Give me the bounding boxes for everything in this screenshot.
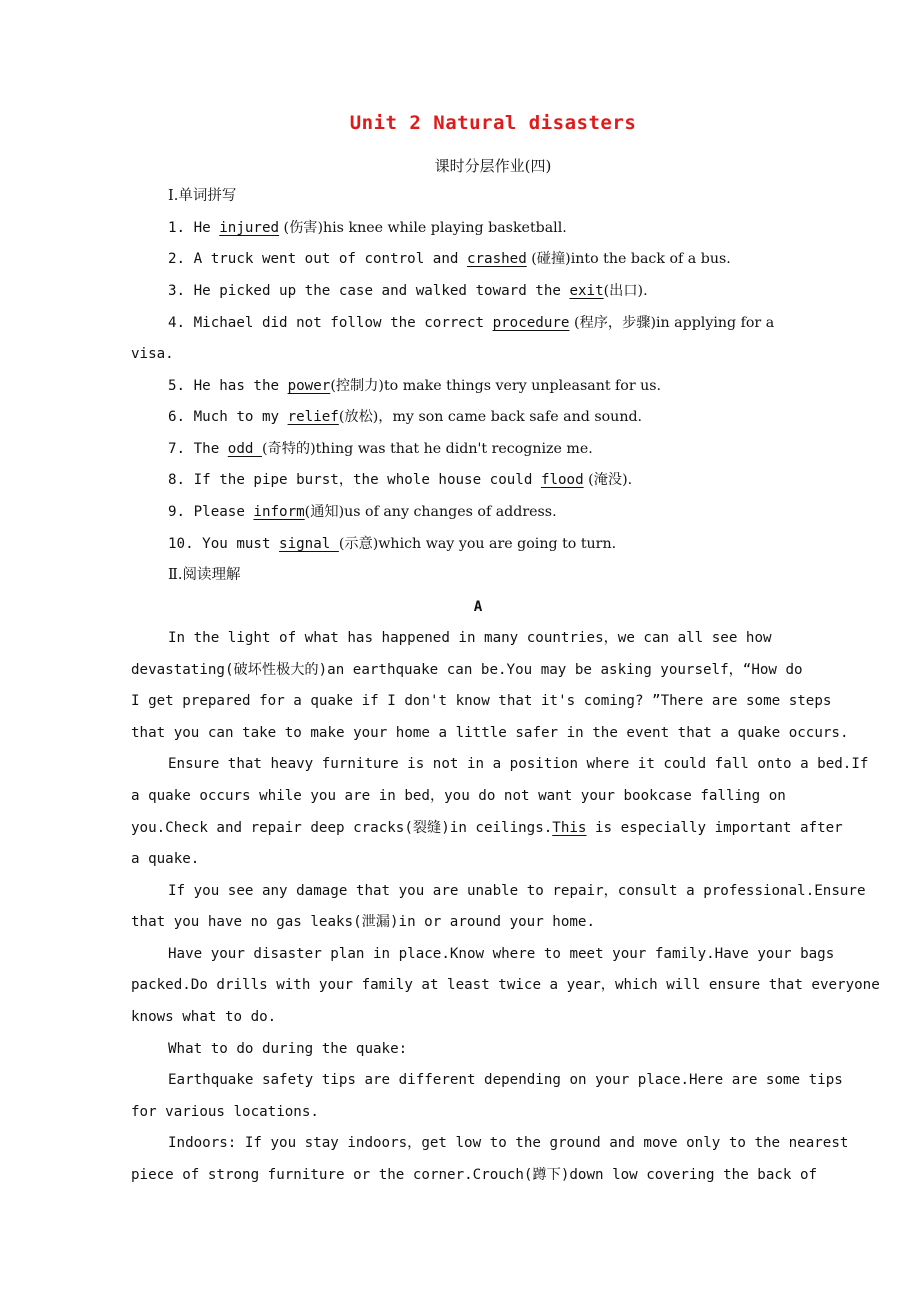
unit-title: Unit 2 Natural disasters [349, 112, 637, 134]
passage-line: that you have no gas leaks(泄漏)in or around your home. [131, 914, 595, 930]
answer-blank: odd [227, 441, 262, 457]
vocab-item: 3. He picked up the case and walked toward the exit(出口). [168, 283, 648, 299]
answer-blank: inform [253, 504, 305, 520]
vocab-item: 9. Please inform(通知)us of any changes of address. [168, 504, 557, 520]
passage-line: knows what to do. [131, 1009, 277, 1025]
answer-blank: flood [540, 472, 584, 488]
passage-line: If you see any damage that you are unable to repair，consult a professional.Ensure [168, 883, 866, 899]
vocab-item: 4. Michael did not follow the correct procedure (程序，步骤)in applying for a [168, 315, 775, 331]
answer-blank: relief [287, 409, 339, 425]
answer-blank: procedure [492, 315, 570, 331]
section-heading-reading: Ⅱ.阅读理解 [168, 567, 241, 583]
passage-line: you.Check and repair deep cracks(裂缝)in ceilings.This is especially important after [131, 820, 843, 836]
vocab-item: 2. A truck went out of control and crashed (碰撞)into the back of a bus. [168, 251, 731, 267]
subtitle: 课时分层作业(四) [434, 157, 552, 175]
passage-line: that you can take to make your home a little safer in the event that a quake occurs. [131, 725, 849, 741]
passage-line: devastating(破坏性极大的)an earthquake can be.You may be asking yourself，“How do [131, 662, 803, 678]
passage-line: for various locations. [131, 1104, 319, 1120]
passage-line: What to do during the quake: [168, 1041, 408, 1057]
passage-line: packed.Do drills with your family at least twice a year，which will ensure that everyone [131, 977, 880, 993]
passage-line: Have your disaster plan in place.Know where to meet your family.Have your bags [168, 946, 835, 962]
passage-line: piece of strong furniture or the corner.Crouch(蹲下)down low covering the back of [131, 1167, 818, 1183]
vocab-item: 6. Much to my relief(放松)，my son came back safe and sound. [168, 409, 643, 425]
vocab-item: 10. You must signal (示意)which way you are going to turn. [168, 536, 617, 552]
vocab-item: 1. He injured (伤害)his knee while playing basketball. [168, 220, 567, 236]
underlined-word: This [552, 820, 587, 836]
passage-line: a quake occurs while you are in bed，you do not want your bookcase falling on [131, 788, 786, 804]
section-heading-vocabulary: Ⅰ.单词拼写 [168, 188, 237, 204]
answer-blank: power [287, 378, 331, 394]
answer-blank: injured [219, 220, 280, 236]
answer-blank: exit [569, 283, 604, 299]
passage-line: Earthquake safety tips are different depending on your place.Here are some tips [168, 1072, 843, 1088]
vocab-item: 7. The odd (奇特的)thing was that he didn't recognize me. [168, 441, 593, 457]
vocab-item: 5. He has the power(控制力)to make things very unpleasant for us. [168, 378, 662, 394]
passage-line: Indoors: If you stay indoors，get low to the ground and move only to the nearest [168, 1135, 849, 1151]
vocab-item-continuation: visa. [131, 346, 174, 362]
passage-line: a quake. [131, 851, 200, 867]
answer-blank: signal [279, 536, 339, 552]
passage-label: A [473, 599, 483, 615]
passage-line: In the light of what has happened in many countries，we can all see how [168, 630, 772, 646]
passage-line: Ensure that heavy furniture is not in a position where it could fall onto a bed.If [168, 756, 869, 772]
passage-line: I get prepared for a quake if I don't know that it's coming? ”There are some steps [131, 693, 832, 709]
vocab-item: 8. If the pipe burst，the whole house could flood (淹没). [168, 472, 633, 488]
answer-blank: crashed [466, 251, 527, 267]
